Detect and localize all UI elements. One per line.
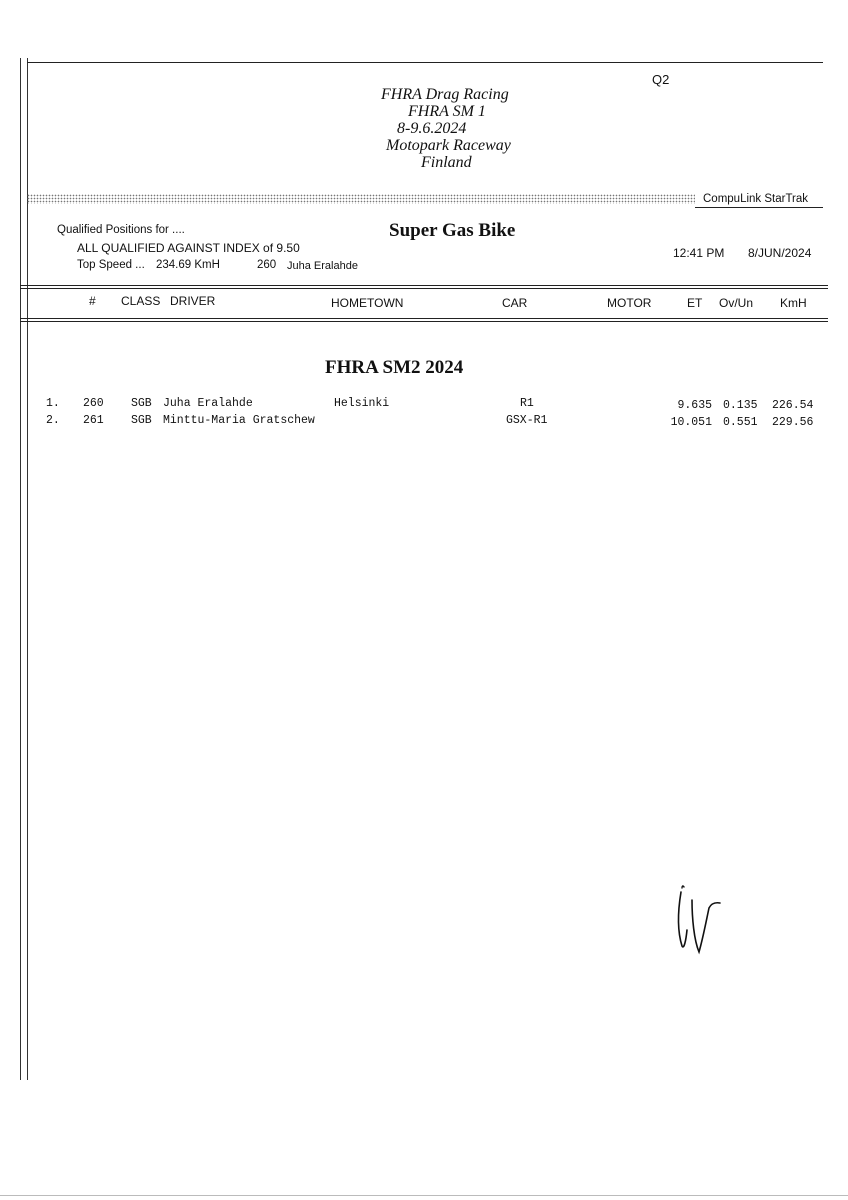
top-rule [27,62,823,63]
top-speed-number: 260 [257,259,277,271]
col-header-ovun: Ov/Un [719,296,754,310]
top-speed-label: Top Speed ... [77,259,145,271]
top-speed-driver: Juha Eralahde [287,260,358,272]
col-header-hometown: HOMETOWN [331,296,404,310]
row-kmh: 226.54 [772,399,814,412]
row-driver: Juha Eralahde [163,397,253,410]
col-header-class: CLASS [121,294,161,308]
index-line: ALL QUALIFIED AGAINST INDEX of 9.50 [77,241,300,255]
row-class: SGB [131,397,152,410]
row-position: 2. [46,414,60,427]
header-rule-bottom-2 [20,321,828,322]
row-hometown: Helsinki [334,397,390,410]
col-header-et: ET [687,296,703,310]
section-title: FHRA SM2 2024 [325,357,464,378]
col-header-num: # [89,294,96,308]
system-label: CompuLink StarTrak [703,193,809,205]
event-line-1: FHRA Drag Racing [381,86,509,103]
row-car: R1 [520,397,534,410]
col-header-kmh: KmH [780,296,807,310]
report-date: 8/JUN/2024 [748,246,812,260]
session-label: Q2 [652,72,670,87]
row-number: 260 [83,397,104,410]
header-rule-top [20,285,828,286]
row-et: 10.051 [670,416,712,429]
row-ovun: 0.551 [723,416,758,429]
col-header-motor: MOTOR [607,296,652,310]
col-header-car: CAR [502,296,528,310]
row-et: 9.635 [677,399,712,412]
event-line-5: Finland [421,154,472,171]
left-border-outer [20,58,21,1080]
row-driver: Minttu-Maria Gratschew [163,414,315,427]
left-border-inner [27,58,28,1080]
report-time: 12:41 PM [673,246,725,260]
row-number: 261 [83,414,104,427]
header-rule-bottom [20,318,828,319]
row-position: 1. [46,397,60,410]
class-title: Super Gas Bike [389,220,516,241]
row-kmh: 229.56 [772,416,814,429]
row-ovun: 0.135 [723,399,758,412]
row-car: GSX-R1 [506,414,548,427]
bottom-rule [0,1195,848,1196]
top-speed-value: 234.69 KmH [156,259,220,271]
event-line-3: 8-9.6.2024 [397,120,467,137]
col-header-driver: DRIVER [170,294,216,308]
event-line-2: FHRA SM 1 [408,103,486,120]
dotted-separator [27,194,695,204]
band-rule [695,207,823,208]
event-line-4: Motopark Raceway [386,137,511,154]
handwritten-signature [670,880,730,960]
qualified-for: Qualified Positions for .... [57,224,185,236]
row-class: SGB [131,414,152,427]
header-rule-top-2 [20,288,828,289]
